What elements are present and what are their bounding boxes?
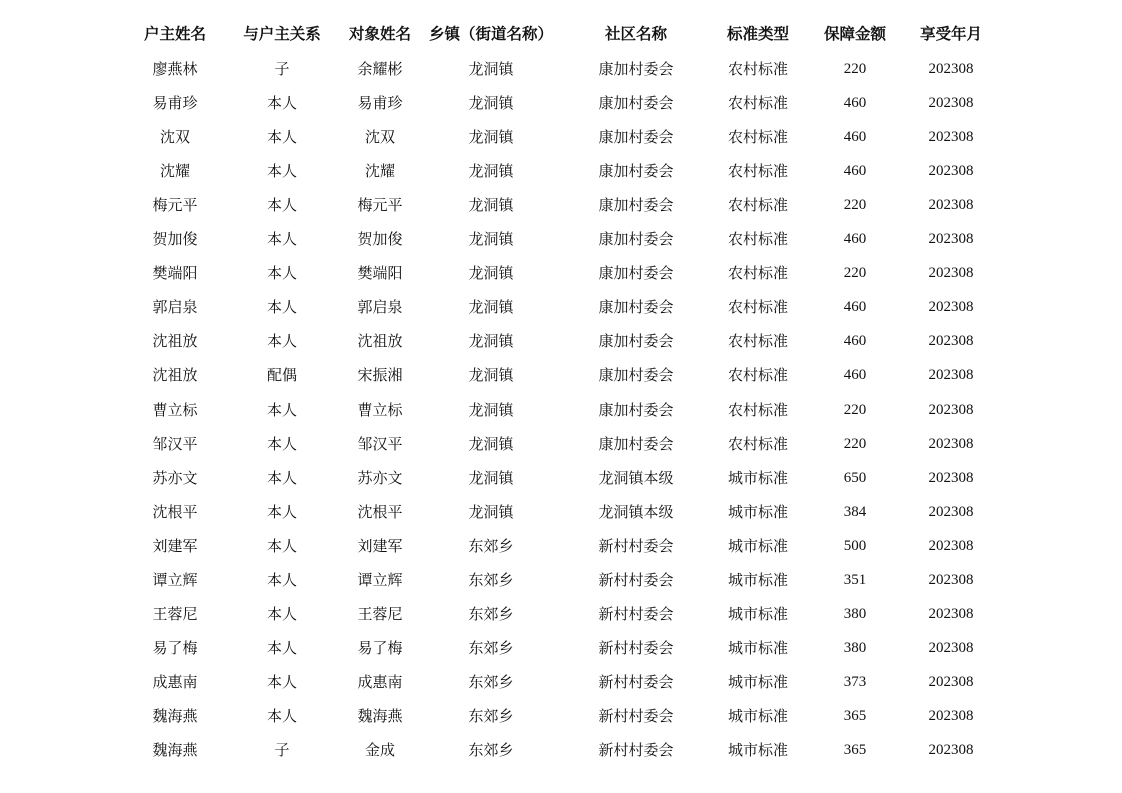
- recipient-name-cell: 沈耀: [364, 162, 395, 181]
- household-head-name-cell: 沈双: [159, 128, 190, 147]
- standard-type-cell: 城市标准: [727, 638, 788, 657]
- township-cell: 东郊乡: [468, 604, 514, 623]
- community-name-cell: 康加村委会: [598, 230, 674, 249]
- relation-to-head-cell: 本人: [266, 502, 297, 521]
- table-row: [0, 461, 1122, 495]
- standard-type-cell: 城市标准: [727, 741, 788, 759]
- table-row: [0, 495, 1122, 529]
- community-name-cell: 新村村委会: [598, 672, 674, 691]
- benefit-amount-cell: 460: [843, 231, 867, 248]
- benefit-month-cell: 202308: [928, 469, 974, 486]
- recipient-name-cell: 沈祖放: [357, 332, 403, 351]
- household-head-name-cell: 沈耀: [159, 162, 190, 181]
- recipient-name-cell: 刘建军: [357, 536, 403, 555]
- recipient-name-cell: 苏亦文: [357, 468, 403, 487]
- benefit-amount-cell: 365: [843, 742, 867, 758]
- household-head-name-header: 户主姓名: [143, 25, 206, 43]
- standard-type-cell: 农村标准: [727, 332, 788, 351]
- benefit-amount-cell: 380: [843, 639, 867, 656]
- benefit-amount-cell: 220: [843, 61, 867, 77]
- recipient-name-cell: 成惠南: [357, 672, 403, 691]
- benefit-month-cell: 202308: [928, 742, 974, 758]
- relation-to-head-cell: 本人: [266, 638, 297, 657]
- standard-type-cell: 农村标准: [727, 400, 788, 419]
- table-row: [0, 154, 1122, 188]
- community-name-cell: 龙洞镇本级: [598, 468, 674, 487]
- community-name-cell: 康加村委会: [598, 264, 674, 283]
- township-cell: 东郊乡: [468, 672, 514, 691]
- standard-type-cell: 农村标准: [727, 162, 788, 181]
- township-cell: 东郊乡: [468, 536, 514, 555]
- benefit-amount-cell: 373: [843, 673, 867, 690]
- relation-to-head-cell: 本人: [266, 298, 297, 317]
- benefit-month-cell: 202308: [928, 537, 974, 554]
- benefit-month-cell: 202308: [928, 435, 974, 452]
- benefit-month-cell: 202308: [928, 707, 974, 724]
- benefit-month-cell: 202308: [928, 231, 974, 248]
- relation-to-head-cell: 本人: [266, 672, 297, 691]
- community-name-cell: 新村村委会: [598, 536, 674, 555]
- community-name-cell: 新村村委会: [598, 706, 674, 725]
- community-name-cell: 新村村委会: [598, 604, 674, 623]
- benefit-amount-cell: 460: [843, 129, 867, 146]
- table-row: [0, 393, 1122, 427]
- township-cell: 龙洞镇: [468, 230, 514, 249]
- benefit-month-cell: 202308: [928, 61, 974, 77]
- table-row: [0, 631, 1122, 665]
- community-name-cell: 康加村委会: [598, 400, 674, 419]
- household-head-name-cell: 廖燕林: [152, 60, 198, 78]
- household-head-name-cell: 成惠南: [152, 672, 198, 691]
- table-row: [0, 188, 1122, 222]
- benefit-amount-cell: 380: [843, 605, 867, 622]
- benefit-month-cell: 202308: [928, 605, 974, 622]
- household-head-name-cell: 樊端阳: [152, 264, 198, 283]
- benefit-month-cell: 202308: [928, 401, 974, 418]
- community-name-cell: 康加村委会: [598, 332, 674, 351]
- standard-type-cell: 农村标准: [727, 196, 788, 215]
- relation-to-head-cell: 本人: [266, 264, 297, 283]
- household-head-name-cell: 沈根平: [152, 502, 198, 521]
- relation-to-head-cell: 本人: [266, 196, 297, 215]
- benefit-month-cell: 202308: [928, 265, 974, 282]
- table-row: [0, 733, 1122, 767]
- community-name-cell: 康加村委会: [598, 196, 674, 215]
- township-cell: 龙洞镇: [468, 298, 514, 317]
- relation-to-head-header: 与户主关系: [243, 25, 321, 43]
- recipient-name-cell: 郭启泉: [357, 298, 403, 317]
- relation-to-head-cell: 本人: [266, 434, 297, 453]
- relation-to-head-cell: 本人: [266, 536, 297, 555]
- standard-type-cell: 农村标准: [727, 434, 788, 453]
- standard-type-cell: 农村标准: [727, 94, 788, 113]
- relation-to-head-cell: 本人: [266, 706, 297, 725]
- benefit-amount-cell: 220: [843, 435, 867, 452]
- relation-to-head-cell: 本人: [266, 128, 297, 147]
- community-name-header: 社区名称: [604, 25, 667, 43]
- benefit-amount-cell: 220: [843, 197, 867, 214]
- recipient-name-cell: 易甫珍: [357, 94, 403, 113]
- relation-to-head-cell: 本人: [266, 468, 297, 487]
- recipient-name-cell: 余耀彬: [357, 60, 403, 78]
- table-header-row: [0, 17, 1122, 51]
- benefit-amount-cell: 220: [843, 265, 867, 282]
- standard-type-cell: 农村标准: [727, 264, 788, 283]
- benefit-amount-cell: 460: [843, 95, 867, 112]
- township-cell: 东郊乡: [468, 638, 514, 657]
- benefit-amount-cell: 365: [843, 707, 867, 724]
- community-name-cell: 康加村委会: [598, 60, 674, 78]
- recipient-name-cell: 沈根平: [357, 502, 403, 521]
- recipient-name-cell: 沈双: [364, 128, 395, 147]
- recipient-name-cell: 樊端阳: [357, 264, 403, 283]
- township-cell: 东郊乡: [468, 706, 514, 725]
- community-name-cell: 新村村委会: [598, 570, 674, 589]
- relation-to-head-cell: 本人: [266, 162, 297, 181]
- township-cell: 龙洞镇: [468, 400, 514, 419]
- table-row: [0, 665, 1122, 699]
- table-row: [0, 563, 1122, 597]
- household-head-name-cell: 沈祖放: [152, 366, 198, 385]
- household-head-name-cell: 刘建军: [152, 536, 198, 555]
- relation-to-head-cell: 本人: [266, 604, 297, 623]
- township-cell: 龙洞镇: [468, 94, 514, 113]
- township-cell: 龙洞镇: [468, 502, 514, 521]
- standard-type-cell: 城市标准: [727, 672, 788, 691]
- table-row: [0, 256, 1122, 290]
- relation-to-head-cell: 本人: [266, 570, 297, 589]
- township-cell: 龙洞镇: [468, 196, 514, 215]
- benefit-amount-cell: 460: [843, 367, 867, 384]
- benefit-month-cell: 202308: [928, 673, 974, 690]
- household-head-name-cell: 邹汉平: [152, 434, 198, 453]
- table-row: [0, 222, 1122, 256]
- relation-to-head-cell: 本人: [266, 94, 297, 113]
- township-cell: 龙洞镇: [468, 60, 514, 78]
- benefit-amount-header: 保障金额: [823, 25, 886, 43]
- household-head-name-cell: 魏海燕: [152, 706, 198, 725]
- benefit-month-cell: 202308: [928, 571, 974, 588]
- standard-type-header: 标准类型: [726, 25, 789, 43]
- standard-type-cell: 城市标准: [727, 536, 788, 555]
- township-cell: 龙洞镇: [468, 434, 514, 453]
- township-cell: 东郊乡: [468, 741, 514, 759]
- benefit-amount-cell: 220: [843, 401, 867, 418]
- benefit-month-cell: 202308: [928, 333, 974, 350]
- benefit-amount-cell: 500: [843, 537, 867, 554]
- recipient-name-cell: 王蓉尼: [357, 604, 403, 623]
- township-cell: 龙洞镇: [468, 332, 514, 351]
- community-name-cell: 新村村委会: [598, 741, 674, 759]
- township-cell: 龙洞镇: [468, 264, 514, 283]
- table-row: [0, 120, 1122, 154]
- household-head-name-cell: 易了梅: [152, 638, 198, 657]
- relation-to-head-cell: 本人: [266, 400, 297, 419]
- standard-type-cell: 农村标准: [727, 128, 788, 147]
- community-name-cell: 康加村委会: [598, 434, 674, 453]
- township-header: 乡镇（街道名称）: [428, 25, 553, 43]
- community-name-cell: 康加村委会: [598, 298, 674, 317]
- benefit-amount-cell: 460: [843, 163, 867, 180]
- recipient-name-cell: 邹汉平: [357, 434, 403, 453]
- benefit-amount-cell: 384: [843, 503, 867, 520]
- township-cell: 东郊乡: [468, 570, 514, 589]
- benefit-month-header: 享受年月: [919, 25, 982, 43]
- township-cell: 龙洞镇: [468, 128, 514, 147]
- standard-type-cell: 农村标准: [727, 230, 788, 249]
- benefit-month-cell: 202308: [928, 503, 974, 520]
- household-head-name-cell: 沈祖放: [152, 332, 198, 351]
- table-row: [0, 597, 1122, 631]
- benefit-month-cell: 202308: [928, 129, 974, 146]
- standard-type-cell: 城市标准: [727, 502, 788, 521]
- benefit-month-cell: 202308: [928, 299, 974, 316]
- table-row: [0, 529, 1122, 563]
- household-head-name-cell: 谭立辉: [152, 570, 198, 589]
- benefit-month-cell: 202308: [928, 367, 974, 384]
- household-head-name-cell: 郭启泉: [152, 298, 198, 317]
- recipient-name-cell: 魏海燕: [357, 706, 403, 725]
- recipient-name-cell: 贺加俊: [357, 230, 403, 249]
- standard-type-cell: 城市标准: [727, 468, 788, 487]
- table-row: [0, 324, 1122, 358]
- benefit-month-cell: 202308: [928, 197, 974, 214]
- household-head-name-cell: 苏亦文: [152, 468, 198, 487]
- household-head-name-cell: 梅元平: [152, 196, 198, 215]
- standard-type-cell: 农村标准: [727, 366, 788, 385]
- recipient-name-cell: 宋振湘: [357, 366, 403, 385]
- benefit-amount-cell: 650: [843, 469, 867, 486]
- township-cell: 龙洞镇: [468, 468, 514, 487]
- benefit-amount-cell: 460: [843, 299, 867, 316]
- household-head-name-cell: 魏海燕: [152, 741, 198, 759]
- recipient-name-cell: 金成: [364, 741, 395, 759]
- relation-to-head-cell: 本人: [266, 230, 297, 249]
- table-row: [0, 358, 1122, 392]
- table-row: [0, 290, 1122, 324]
- benefit-amount-cell: 460: [843, 333, 867, 350]
- township-cell: 龙洞镇: [468, 162, 514, 181]
- household-head-name-cell: 贺加俊: [152, 230, 198, 249]
- table-row: [0, 52, 1122, 86]
- benefit-month-cell: 202308: [928, 639, 974, 656]
- standard-type-cell: 农村标准: [727, 298, 788, 317]
- benefit-month-cell: 202308: [928, 163, 974, 180]
- standard-type-cell: 农村标准: [727, 60, 788, 78]
- table-row: [0, 427, 1122, 461]
- benefit-amount-cell: 351: [843, 571, 867, 588]
- community-name-cell: 康加村委会: [598, 162, 674, 181]
- standard-type-cell: 城市标准: [727, 570, 788, 589]
- recipient-name-header: 对象姓名: [348, 25, 411, 43]
- household-head-name-cell: 易甫珍: [152, 94, 198, 113]
- relation-to-head-cell: 子: [274, 60, 290, 78]
- benefit-month-cell: 202308: [928, 95, 974, 112]
- community-name-cell: 龙洞镇本级: [598, 502, 674, 521]
- standard-type-cell: 城市标准: [727, 604, 788, 623]
- township-cell: 龙洞镇: [468, 366, 514, 385]
- community-name-cell: 新村村委会: [598, 638, 674, 657]
- community-name-cell: 康加村委会: [598, 128, 674, 147]
- relation-to-head-cell: 本人: [266, 332, 297, 351]
- recipient-name-cell: 梅元平: [357, 196, 403, 215]
- table-row: [0, 699, 1122, 733]
- recipient-name-cell: 谭立辉: [357, 570, 403, 589]
- community-name-cell: 康加村委会: [598, 366, 674, 385]
- community-name-cell: 康加村委会: [598, 94, 674, 113]
- relation-to-head-cell: 配偶: [266, 366, 297, 385]
- standard-type-cell: 城市标准: [727, 706, 788, 725]
- household-head-name-cell: 曹立标: [152, 400, 198, 419]
- relation-to-head-cell: 子: [274, 741, 290, 759]
- recipient-name-cell: 曹立标: [357, 400, 403, 419]
- table-row: [0, 86, 1122, 120]
- household-head-name-cell: 王蓉尼: [152, 604, 198, 623]
- recipient-name-cell: 易了梅: [357, 638, 403, 657]
